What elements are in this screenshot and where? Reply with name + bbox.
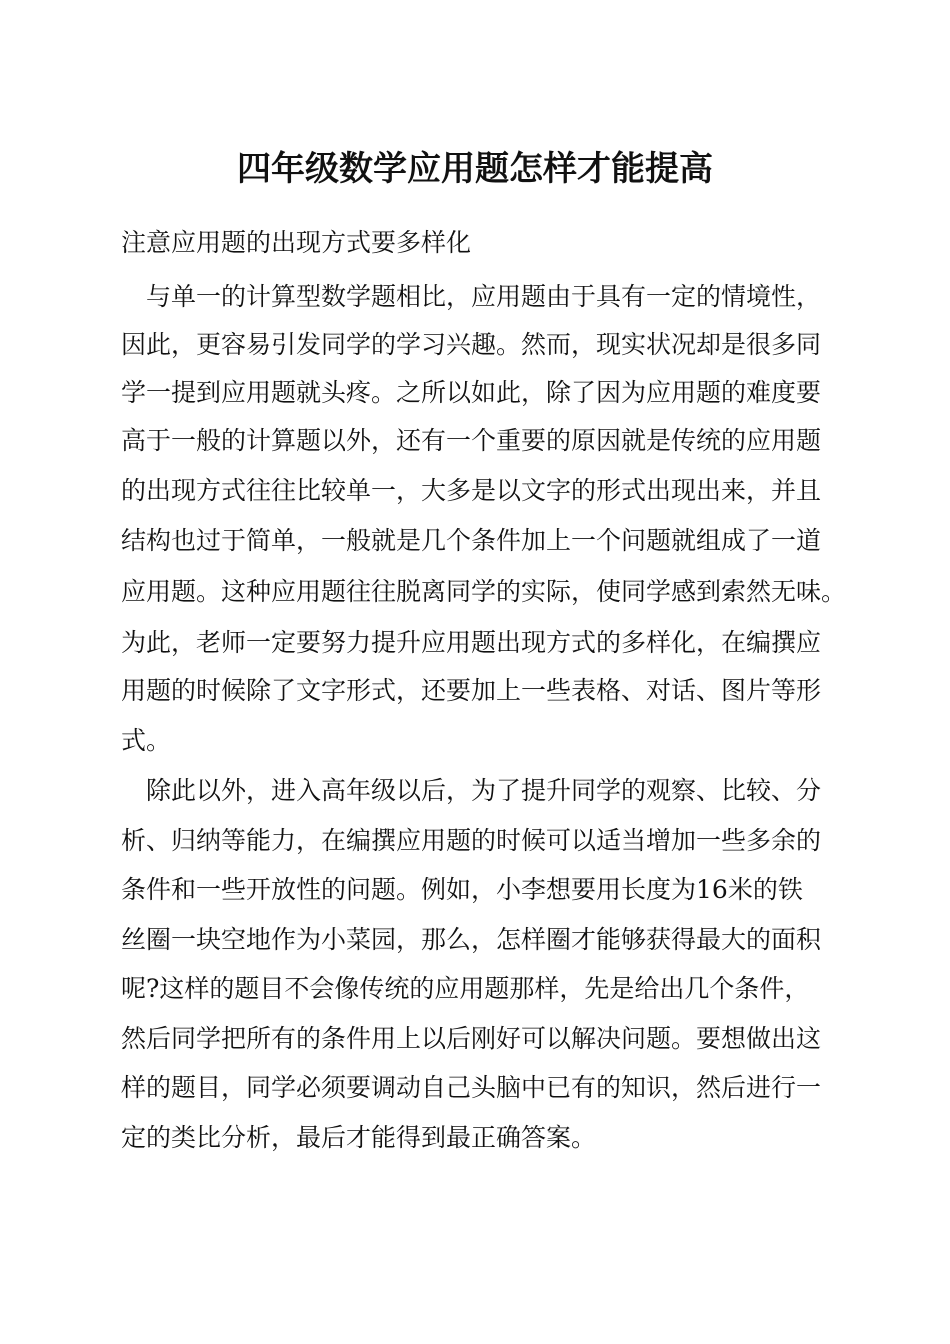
- paragraph-line: 析、归纳等能力，在编撰应用题的时候可以适当增加一些多余的: [121, 826, 822, 855]
- paragraph-line: 高于一般的计算题以外，还有一个重要的原因就是传统的应用题: [121, 426, 822, 455]
- paragraph-line: 用题的时候除了文字形式，还要加上一些表格、对话、图片等形: [121, 676, 822, 705]
- paragraph-line: 定的类比分析，最后才能得到最正确答案。: [121, 1123, 597, 1152]
- paragraph-line: 学一提到应用题就头疼。之所以如此，除了因为应用题的难度要: [121, 378, 822, 407]
- paragraph-line: 丝圈一块空地作为小菜园，那么，怎样圈才能够获得最大的面积: [121, 925, 822, 954]
- paragraph-line: 式。: [121, 726, 172, 755]
- page-title: 四年级数学应用题怎样才能提高: [237, 149, 713, 189]
- paragraph-line: 因此，更容易引发同学的学习兴趣。然而，现实状况却是很多同: [121, 330, 822, 359]
- paragraph-line: 的出现方式往往比较单一，大多是以文字的形式出现出来，并且: [121, 476, 822, 505]
- section-subheading: 注意应用题的出现方式要多样化: [121, 228, 472, 257]
- paragraph-line: 应用题。这种应用题往往脱离同学的实际，使同学感到索然无味。: [121, 577, 847, 606]
- paragraph-line: 然后同学把所有的条件用上以后刚好可以解决问题。要想做出这: [121, 1024, 822, 1053]
- paragraph-line: 样的题目，同学必须要调动自己头脑中已有的知识，然后进行一: [121, 1073, 822, 1102]
- paragraph-line: 为此，老师一定要努力提升应用题出现方式的多样化，在编撰应: [121, 628, 822, 657]
- paragraph-line: 除此以外，进入高年级以后，为了提升同学的观察、比较、分: [146, 776, 822, 805]
- paragraph-line: 条件和一些开放性的问题。例如，小李想要用长度为16米的铁: [121, 875, 803, 904]
- paragraph-line: 结构也过于简单，一般就是几个条件加上一个问题就组成了一道: [121, 526, 822, 555]
- paragraph-line: 呢?这样的题目不会像传统的应用题那样，先是给出几个条件，: [121, 974, 810, 1003]
- paragraph-line: 与单一的计算型数学题相比，应用题由于具有一定的情境性，: [146, 282, 822, 311]
